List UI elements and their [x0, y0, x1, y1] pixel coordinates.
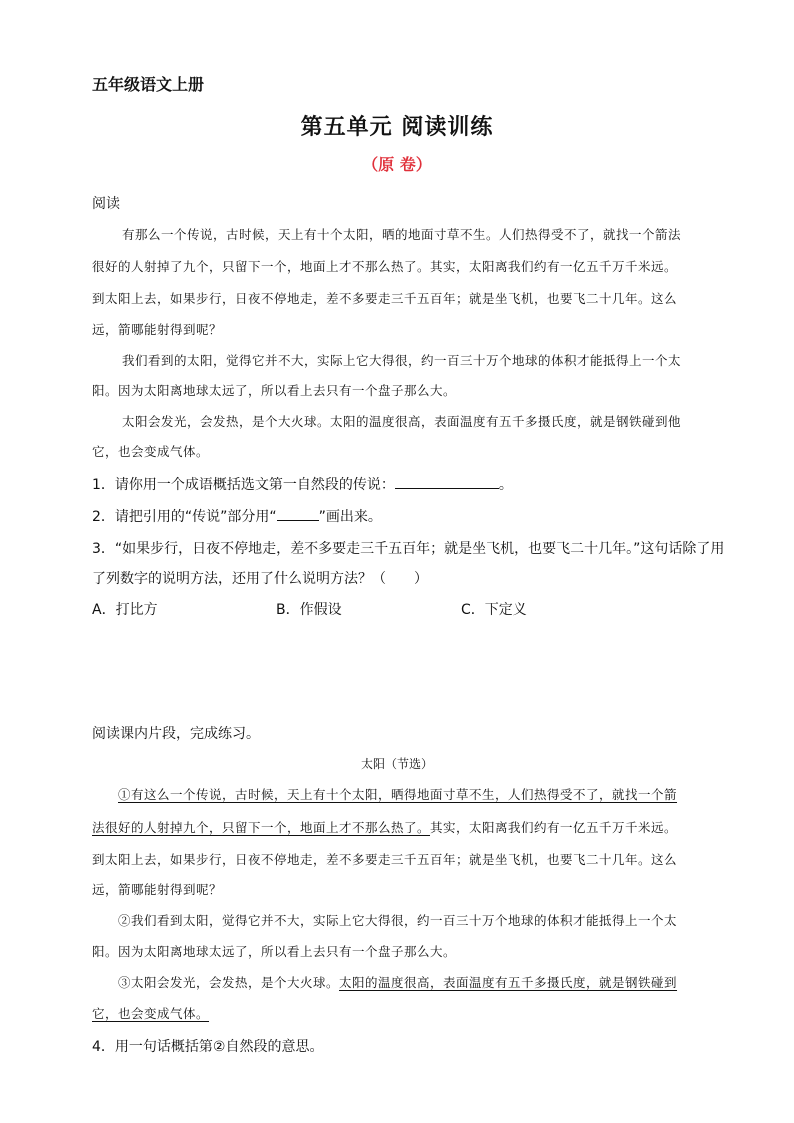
option-b[interactable]: B．作假设 [276, 602, 342, 618]
question-1-end: 。 [498, 477, 513, 493]
passage-line: 它，也会变成气体。 [92, 444, 210, 459]
passage-line: 很好的人射掉了九个，只留下一个，地面上才不那么热了。其实，太阳离我们约有一亿五千万千米远。 [92, 259, 678, 274]
section2-label: 阅读课内片段，完成练习。 [92, 726, 260, 742]
question-1 [92, 474, 513, 494]
plain-part: ③太阳会发光，会发热，是个大火球。 [118, 975, 340, 990]
passage-line [118, 973, 677, 991]
passage-line-underlined: ①有这么一个传说，古时候，天上有十个太阳，晒得地面寸草不生，人们热得受不了，就找一个箭 [118, 787, 678, 802]
underlined-part: 太阳的温度很高，表面温度有五千多摄氏度，就是钢铁碰到 [339, 975, 678, 990]
question-3-line-1: 3．“如果步行，日夜不停地走，差不多要走三千五百年；就是坐飞机，也要飞二十几年。”这句话除了用 [92, 541, 725, 557]
underlined-part: 法很好的人射掉九个，只留下一个，地面上才不那么热了。 [92, 820, 431, 835]
page-title: 第五单元 阅读训练 [300, 115, 494, 140]
section1-label: 阅读 [92, 196, 120, 212]
question-2-text-b: ”画出来。 [318, 509, 382, 525]
passage-line: 我们看到的太阳，觉得它并不大，实际上它大得很，约一百三十万个地球的体积才能抵得上一个太 [122, 353, 682, 368]
plain-part: 其实，太阳离我们约有一亿五千万千米远。 [430, 820, 678, 835]
question-2-text-a: 2．请把引用的“传说”部分用“ [92, 509, 277, 525]
passage-line [92, 818, 677, 836]
answer-blank[interactable] [395, 474, 499, 489]
passage-line: 阳。因为太阳离地球太远了，所以看上去只有一个盘子那么大。 [92, 383, 457, 398]
grade-label: 五年级语文上册 [92, 75, 205, 94]
passage-line: 到太阳上去，如果步行，日夜不停地走，差不多要走三千五百年；就是坐飞机，也要飞二十几年。这么 [92, 852, 678, 867]
passage-line: 到太阳上去，如果步行，日夜不停地走，差不多要走三千五百年；就是坐飞机，也要飞二十几年。这么 [92, 291, 678, 306]
question-2 [92, 506, 382, 526]
question-1-text: 1．请你用一个成语概括选文第一自然段的传说： [92, 477, 395, 493]
question-3-line-2: 了列数字的说明方法，还用了什么说明方法？（ ） [92, 571, 428, 587]
passage-line: ②我们看到太阳，觉得它并不大，实际上它大得很，约一百三十万个地球的体积才能抵得上一个太 [118, 913, 678, 928]
page-subtitle: （原 卷） [362, 155, 432, 174]
passage-line-underlined: 它，也会变成气体。 [92, 1006, 210, 1021]
option-a[interactable]: A．打比方 [92, 602, 158, 618]
passage-line: 远，箭哪能射得到呢？ [92, 882, 223, 897]
passage-title: 太阳（节选） [360, 757, 433, 771]
passage-line: 远，箭哪能射得到呢？ [92, 322, 223, 337]
passage-line: 太阳会发光，会发热，是个大火球。太阳的温度很高，表面温度有五千多摄氏度，就是钢铁碰到他 [122, 414, 682, 429]
passage-line: 有那么一个传说，古时候，天上有十个太阳，晒的地面寸草不生。人们热得受不了，就找一个箭法 [122, 227, 682, 242]
question-4: 4．用一句话概括第②自然段的意思。 [92, 1039, 324, 1055]
underline-sample [277, 506, 319, 521]
option-c[interactable]: C．下定义 [461, 602, 527, 618]
passage-line: 阳。因为太阳离地球太远了，所以看上去只有一个盘子那么大。 [92, 944, 457, 959]
